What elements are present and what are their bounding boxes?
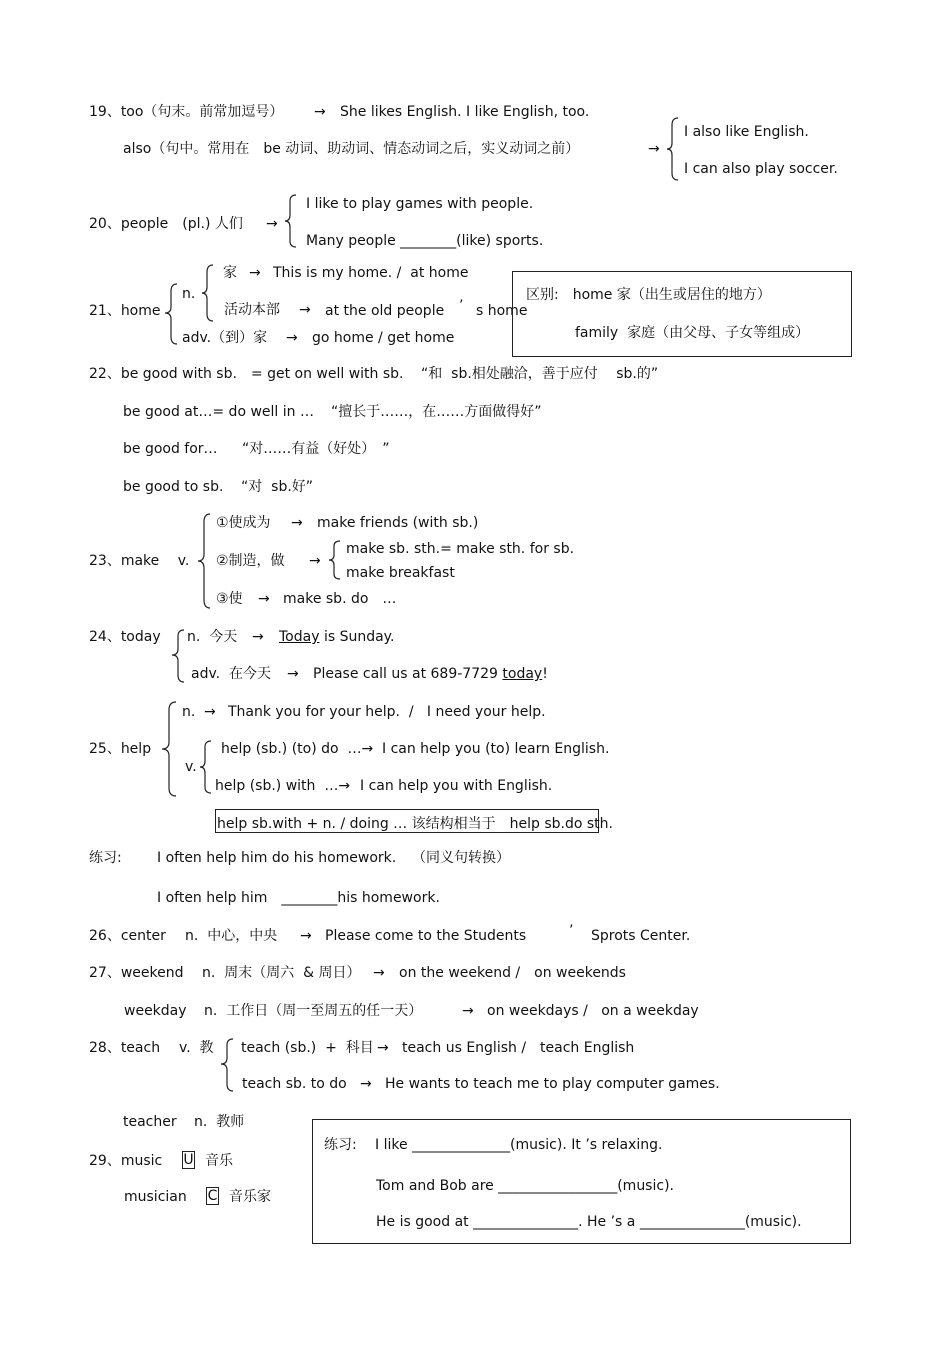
arrow-icon: → bbox=[249, 265, 261, 281]
entry-19-example-3: I can also play soccer. bbox=[684, 161, 838, 177]
entry-25-example-1: I can help you (to) learn English. bbox=[382, 741, 610, 757]
entry-28-head: 28、teach bbox=[89, 1040, 161, 1056]
entry-26-apostrophe: ’ bbox=[569, 923, 574, 939]
arrow-icon: → bbox=[252, 629, 264, 645]
arrow-icon: → bbox=[648, 141, 660, 157]
underlined-word: Today bbox=[279, 629, 320, 645]
practice-1-sentence-1: I often help him do his homework. bbox=[157, 850, 397, 866]
entry-27-weekday-pos: n. 工作日（周一至周五的任一天） bbox=[204, 1003, 423, 1019]
entry-21-head: 21、home bbox=[89, 303, 161, 319]
entry-21-example-1: This is my home. / at home bbox=[273, 265, 469, 281]
example-text: is Sunday. bbox=[319, 629, 395, 645]
entry-20-example-1: I like to play games with people. bbox=[306, 196, 534, 212]
entry-23-sense-2: ②制造，做 bbox=[216, 553, 285, 569]
brace-icon bbox=[160, 701, 178, 797]
brace-icon bbox=[199, 740, 213, 794]
arrow-icon: → bbox=[258, 591, 270, 607]
uncountable-marker: U bbox=[183, 1152, 194, 1168]
entry-23-sense-1: ①使成为 bbox=[216, 515, 271, 531]
entry-28-pos: v. 教 bbox=[179, 1040, 214, 1056]
brace-icon bbox=[219, 1038, 235, 1092]
entry-23-head: 23、make v. bbox=[89, 553, 190, 569]
arrow-icon: → bbox=[291, 515, 303, 531]
entry-25-example-2: I can help you with English. bbox=[360, 778, 553, 794]
practice-2-box bbox=[312, 1119, 851, 1244]
entry-27-pos: n. 周末（周六 & 周日） bbox=[202, 965, 361, 981]
entry-23-example-2b: make breakfast bbox=[346, 565, 455, 581]
entry-22-line-4: be good to sb. bbox=[123, 479, 224, 495]
practice-1-label: 练习: bbox=[89, 850, 122, 866]
entry-27-weekday: weekday bbox=[124, 1003, 187, 1019]
entry-28-pattern-1: teach (sb.) + 科目 bbox=[241, 1040, 374, 1056]
entry-24-example-1 bbox=[279, 629, 394, 645]
arrow-icon: → bbox=[300, 928, 312, 944]
entry-20-example-2: Many people ________(like) sports. bbox=[306, 233, 544, 249]
brace-icon bbox=[201, 264, 215, 322]
arrow-icon: → bbox=[286, 330, 298, 346]
arrow-icon: → bbox=[314, 104, 326, 120]
entry-25-noun: n. bbox=[182, 704, 196, 720]
entry-19-example: She likes English. I like English, too. bbox=[340, 104, 590, 120]
entry-21-sense-2: 活动本部 bbox=[224, 302, 280, 318]
entry-28-pattern-2: teach sb. to do bbox=[242, 1076, 347, 1092]
entry-22-line-2: be good at…= do well in … bbox=[123, 404, 314, 420]
entry-21-example-3: go home / get home bbox=[312, 330, 455, 346]
entry-22-line-3: be good for… bbox=[123, 441, 218, 457]
entry-24-example-2 bbox=[313, 666, 548, 682]
underlined-word: today bbox=[502, 666, 543, 682]
entry-27-example: on the weekend / on weekends bbox=[399, 965, 626, 981]
entry-22-line-1: 22、be good with sb. = get on well with sb. bbox=[89, 366, 404, 382]
brace-icon bbox=[170, 629, 186, 683]
practice-2-line-2: Tom and Bob are _________________(music). bbox=[376, 1178, 674, 1194]
entry-19-example-2: I also like English. bbox=[684, 124, 809, 140]
entry-28-example-1: teach us English / teach English bbox=[402, 1040, 635, 1056]
entry-20-head: 20、people (pl.) 人们 bbox=[89, 216, 243, 232]
entry-29-head: 29、music bbox=[89, 1153, 163, 1169]
brace-icon bbox=[163, 283, 179, 345]
help-structure-note: help sb.with + n. / doing … 该结构相当于 help sb.do sth. bbox=[217, 816, 613, 832]
arrow-icon: → bbox=[204, 704, 216, 720]
entry-21-apostrophe: ’ bbox=[459, 298, 464, 314]
practice-2-label: 练习: bbox=[324, 1137, 357, 1153]
practice-1-instruction: （同义句转换） bbox=[412, 850, 510, 866]
entry-28-teacher-pos: n. 教师 bbox=[194, 1114, 245, 1130]
entry-24-head: 24、today bbox=[89, 629, 161, 645]
practice-1-sentence-2: I often help him ________his homework. bbox=[157, 890, 440, 906]
entry-29-musician: musician bbox=[124, 1189, 187, 1205]
practice-2-line-1: I like ______________(music). It ’s relaxing. bbox=[375, 1137, 663, 1153]
entry-29-musician-meaning: 音乐家 bbox=[229, 1189, 271, 1205]
arrow-icon: → bbox=[266, 216, 278, 232]
entry-19-also: also（句中。常用在 be 动词、助动词、情态动词之后，实义动词之前） bbox=[123, 141, 580, 157]
arrow-icon: → bbox=[299, 302, 311, 318]
arrow-icon: → bbox=[462, 1003, 474, 1019]
practice-2-line-3: He is good at _______________. He ’s a _______________(music). bbox=[376, 1214, 802, 1230]
entry-22-line-3-meaning: “对……有益（好处） ” bbox=[242, 441, 390, 457]
entry-23-example-2a: make sb. sth.= make sth. for sb. bbox=[346, 541, 575, 557]
entry-26-example: Please come to the Students bbox=[325, 928, 527, 944]
entry-21-sense-1: 家 bbox=[223, 265, 237, 281]
entry-21-example-2b: s home bbox=[476, 303, 528, 319]
example-end: ! bbox=[542, 666, 548, 682]
arrow-icon: → bbox=[377, 1040, 389, 1056]
entry-24-adverb: adv. 在今天 bbox=[191, 666, 272, 682]
entry-22-line-4-meaning: “对 sb.好” bbox=[241, 479, 314, 495]
example-text: Please call us at 689-7729 bbox=[313, 666, 503, 682]
home-family-note-box bbox=[512, 271, 852, 357]
entry-23-sense-3: ③使 bbox=[216, 591, 243, 607]
entry-23-example-1: make friends (with sb.) bbox=[317, 515, 479, 531]
note-line-2: family 家庭（由父母、子女等组成） bbox=[575, 325, 810, 341]
note-line-1: 区别: home 家（出生或居住的地方） bbox=[526, 287, 771, 303]
brace-icon bbox=[284, 194, 298, 248]
entry-27-weekday-example: on weekdays / on a weekday bbox=[487, 1003, 699, 1019]
entry-28-teacher: teacher bbox=[123, 1114, 177, 1130]
help-structure-note-box bbox=[215, 809, 613, 833]
entry-25-noun-example: Thank you for your help. / I need your help. bbox=[228, 704, 546, 720]
entry-25-pattern-1: help (sb.) (to) do …→ bbox=[221, 741, 374, 757]
entry-21-example-2a: at the old people bbox=[325, 303, 445, 319]
brace-icon bbox=[328, 540, 342, 580]
brace-icon bbox=[196, 513, 212, 609]
entry-25-head: 25、help bbox=[89, 741, 152, 757]
entry-24-noun: n. 今天 bbox=[187, 629, 238, 645]
arrow-icon: → bbox=[287, 666, 299, 682]
entry-25-verb: v. bbox=[185, 759, 197, 775]
entry-29-music-meaning: 音乐 bbox=[205, 1153, 233, 1169]
entry-23-example-3: make sb. do … bbox=[283, 591, 397, 607]
entry-21-noun: n. bbox=[182, 286, 196, 302]
entry-28-example-2: He wants to teach me to play computer games. bbox=[385, 1076, 720, 1092]
arrow-icon: → bbox=[309, 553, 321, 569]
countable-marker: C bbox=[207, 1188, 218, 1204]
entry-26-example-end: Sprots Center. bbox=[591, 928, 691, 944]
entry-26-pos: n. 中心，中央 bbox=[185, 928, 278, 944]
entry-21-adverb: adv.（到）家 bbox=[182, 330, 268, 346]
entry-26-head: 26、center bbox=[89, 928, 166, 944]
entry-27-head: 27、weekend bbox=[89, 965, 184, 981]
entry-19-head: 19、too（句末。前常加逗号） bbox=[89, 104, 284, 120]
entry-25-pattern-2: help (sb.) with …→ bbox=[215, 778, 351, 794]
arrow-icon: → bbox=[373, 965, 385, 981]
entry-22-line-1-meaning: “和 sb.相处融洽，善于应付 sb.的” bbox=[421, 366, 659, 382]
arrow-icon: → bbox=[360, 1076, 372, 1092]
entry-22-line-2-meaning: “擅长于……，在……方面做得好” bbox=[331, 404, 542, 420]
brace-icon bbox=[666, 117, 680, 181]
